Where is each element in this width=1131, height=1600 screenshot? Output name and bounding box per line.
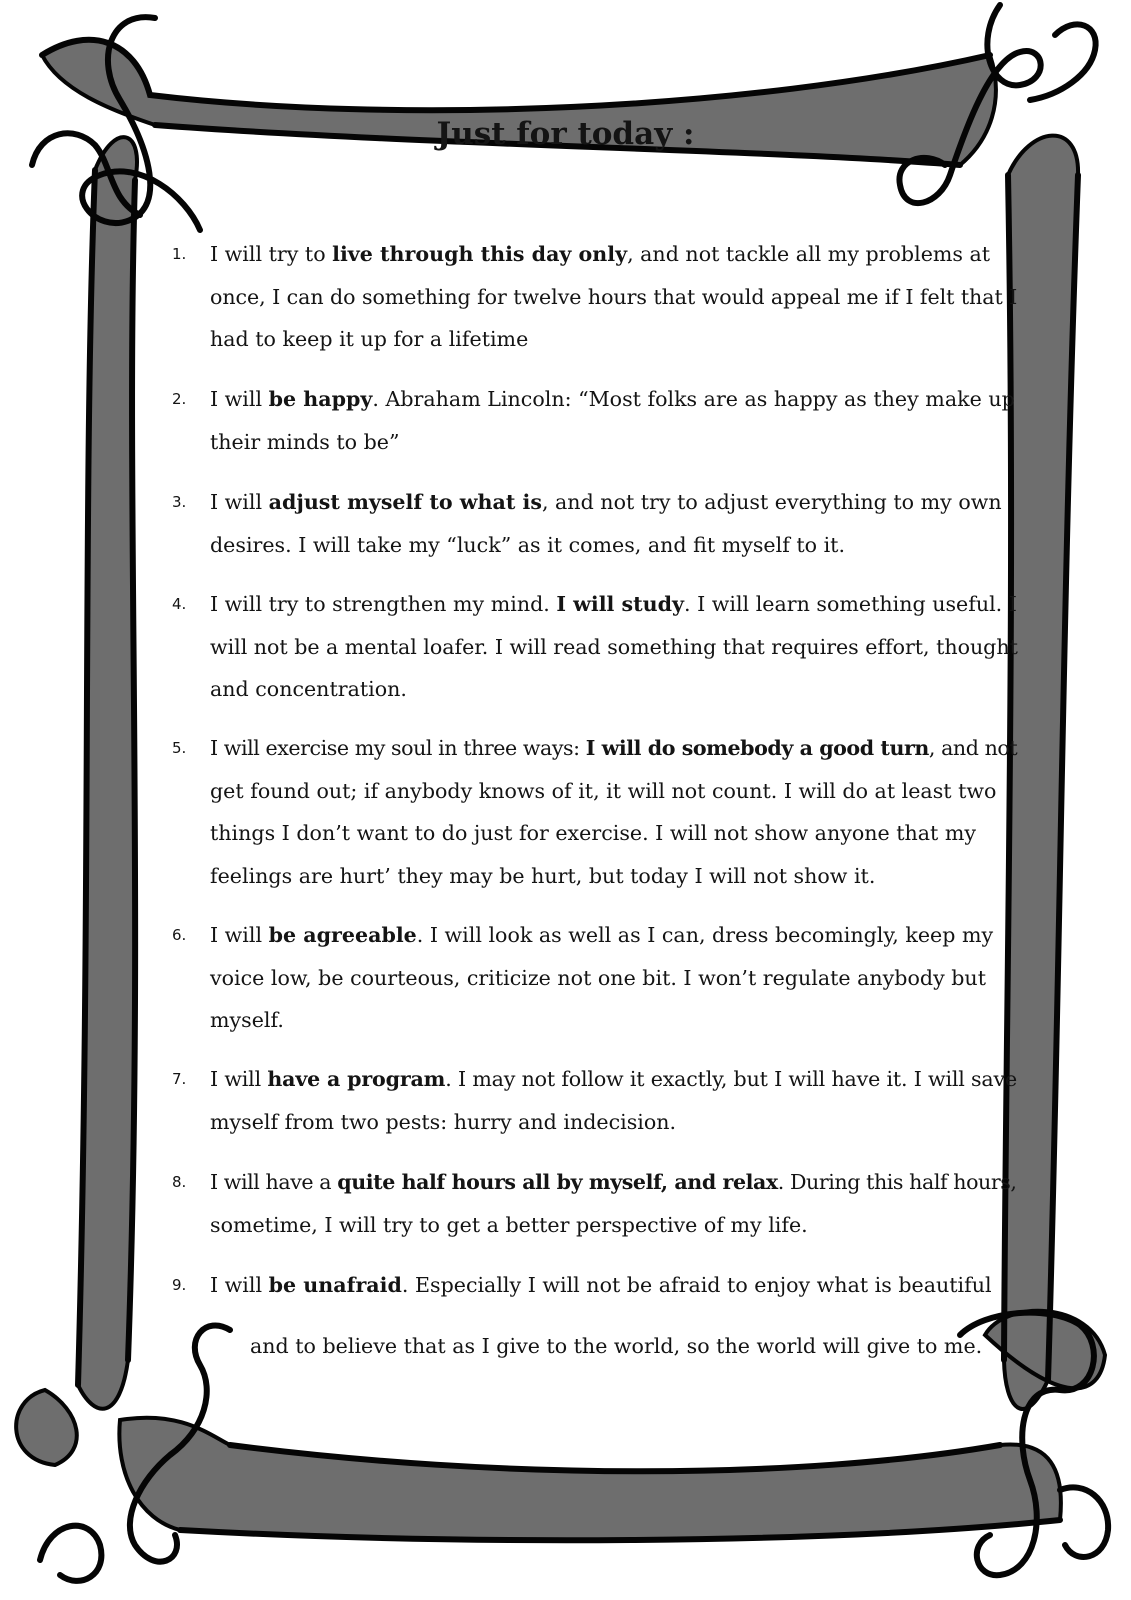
bold-phrase: be unafraid <box>268 1273 402 1297</box>
text-run: and to believe that as I give to the world, so the world will give to me. <box>250 1333 983 1358</box>
bold-phrase: have a program <box>267 1067 446 1091</box>
list-item-number: 9. <box>172 1276 187 1294</box>
text-run: sometime, I will try to get a better perspective of my life. <box>210 1212 808 1237</box>
text-line <box>210 855 1017 898</box>
bold-phrase: I will do somebody a good turn <box>585 736 929 760</box>
text-line <box>210 583 1017 626</box>
text-run: feelings are hurt’ they may be hurt, but today I will not show it. <box>210 863 876 888</box>
text-run: I will <box>210 1273 269 1297</box>
text-run: voice low, be courteous, criticize not one bit. I won’t regulate anybody but <box>210 965 986 990</box>
text-line <box>210 914 1017 957</box>
text-line <box>210 378 1017 421</box>
text-run: myself. <box>210 1008 284 1032</box>
list-item-text <box>210 378 1017 463</box>
list-item-number: 4. <box>172 595 187 613</box>
text-line <box>210 727 1017 770</box>
text-run: , and not try to adjust everything to my own <box>541 490 1002 514</box>
text-line <box>210 626 1017 669</box>
text-run: once, I can do something for twelve hours that would appeal me if I felt that I <box>210 284 1018 309</box>
text-run: things I don’t want to do just for exercise. I will not show anyone that my <box>210 821 977 845</box>
text-run: , and not <box>928 736 1018 760</box>
text-line <box>210 524 1017 567</box>
list-item-number: 1. <box>172 245 187 263</box>
text-line <box>210 1101 1017 1144</box>
bold-phrase: be happy <box>268 387 373 411</box>
list-item-text <box>210 1264 1017 1367</box>
text-run: . Especially I will not be afraid to enjoy what is beautiful <box>401 1273 992 1297</box>
list-item-text <box>210 583 1017 711</box>
text-run: had to keep it up for a lifetime <box>210 327 529 351</box>
bold-phrase: be agreeable <box>268 923 417 947</box>
text-run: I will try to strengthen my mind. <box>210 592 557 616</box>
text-line <box>210 999 1017 1042</box>
text-line <box>210 318 1017 361</box>
list-item-text <box>210 233 1017 361</box>
text-line <box>210 1161 1017 1204</box>
bold-phrase: adjust myself to what is <box>268 490 542 514</box>
text-line <box>210 957 1017 1000</box>
text-run: . I will look as well as I can, dress becomingly, keep my <box>416 923 994 947</box>
list-item-text <box>210 1058 1017 1143</box>
text-line <box>210 421 1017 464</box>
text-run: I will <box>210 490 269 514</box>
text-line <box>210 233 1017 276</box>
text-run: I will <box>210 923 269 947</box>
text-run: . During this half hours, <box>777 1170 1017 1194</box>
list-item-number: 2. <box>172 390 187 408</box>
bold-phrase: live through this day only <box>332 242 628 266</box>
list-item-number: 3. <box>172 493 187 511</box>
text-run: I will have a <box>210 1170 338 1194</box>
text-line <box>210 1264 1017 1307</box>
bold-phrase: quite half hours all by myself, and relax <box>337 1170 778 1194</box>
text-line <box>210 1058 1017 1101</box>
text-run: I will <box>210 1067 268 1091</box>
text-run: myself from two pests: hurry and indecision. <box>210 1109 677 1134</box>
text-run: I will try to <box>210 242 333 266</box>
text-run: will not be a mental loafer. I will read something that requires effort, thought <box>210 634 1018 659</box>
text-run: desires. I will take my “luck” as it comes, and fit myself to it. <box>210 532 846 557</box>
list-item-text <box>210 914 1017 1042</box>
list-item-text <box>210 727 1017 897</box>
text-line <box>210 1204 1017 1247</box>
text-line <box>210 1325 1017 1368</box>
text-run: I will exercise my soul in three ways: <box>210 736 586 760</box>
text-run: . I will learn something useful. I <box>683 592 1017 616</box>
list-item-number: 5. <box>172 739 187 757</box>
text-run: and concentration. <box>210 677 407 701</box>
text-line <box>210 668 1017 711</box>
text-line <box>210 770 1017 813</box>
text-run: . Abraham Lincoln: “Most folks are as happy as they make up <box>372 387 1015 411</box>
list-item-text <box>210 1161 1017 1246</box>
text-run: their minds to be” <box>210 429 400 454</box>
list-item-number: 6. <box>172 926 187 944</box>
page-title: Just for today : <box>436 116 695 152</box>
text-run: get found out; if anybody knows of it, it will not count. I will do at least two <box>210 778 997 803</box>
text-run: , and not tackle all my problems at <box>627 242 991 266</box>
list-item-number: 7. <box>172 1070 187 1088</box>
list-item-number: 8. <box>172 1173 187 1191</box>
text-run: I will <box>210 387 269 411</box>
text-line <box>210 276 1017 319</box>
text-run: . I may not follow it exactly, but I will have it. I will save <box>445 1067 1017 1091</box>
text-line <box>210 481 1017 524</box>
text-line <box>210 812 1017 855</box>
bold-phrase: I will study <box>556 592 684 616</box>
list-item-text <box>210 481 1017 566</box>
